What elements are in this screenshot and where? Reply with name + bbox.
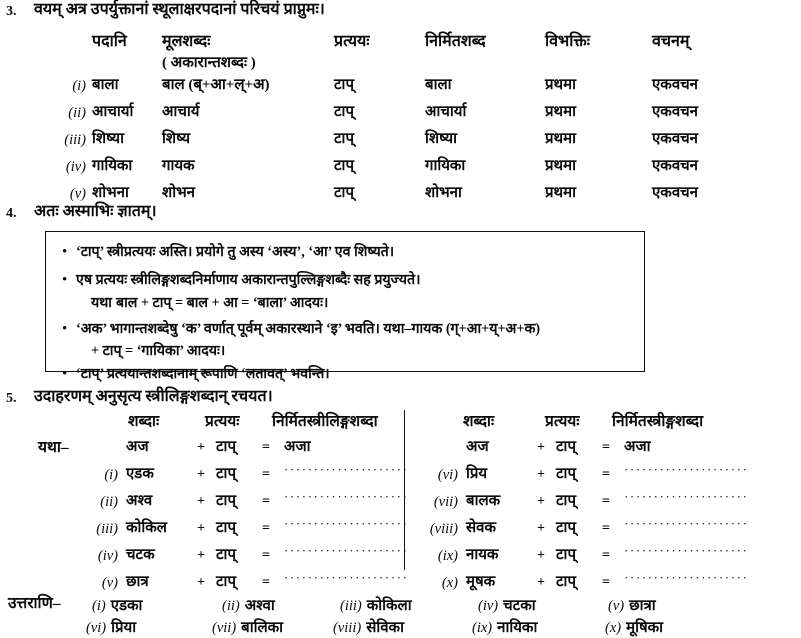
equals-sign: = — [602, 521, 610, 536]
cell-vachana: एकवचन — [652, 158, 699, 174]
exercise-pratyaya: टाप् — [216, 493, 236, 509]
cell-vachana: एकवचन — [652, 104, 699, 120]
row-numeral: (v) — [608, 598, 625, 614]
cell-vibhakti: प्रथमा — [545, 77, 576, 93]
info-bullet — [62, 271, 420, 289]
section-5-title: उदाहरणम् अनुसृत्य स्त्रीलिङ्गशब्दान् रचयत। — [34, 388, 273, 405]
exercise-header-left-pratyayah: प्रत्ययः — [205, 413, 240, 430]
cell-mulashabda: बाल (ब्+आ+ल्+अ) — [162, 77, 270, 93]
answer-word: नायिका — [497, 620, 538, 636]
cell-pratyaya: टाप् — [334, 131, 354, 147]
info-bullet-text: ‘टाप्’ स्त्रीप्रत्ययः अस्ति। प्रयोगे तु अस्य ‘अस्य’, ‘आ’ एव शिष्यते। — [76, 244, 395, 260]
row-numeral: (iv) — [97, 548, 118, 564]
yatha-label: यथा — [91, 295, 112, 311]
cell-nirmitashabda: शोभना — [425, 185, 462, 201]
section-5-number: 5. — [6, 391, 17, 406]
row-numeral: (vii) — [212, 620, 237, 636]
equals-sign: = — [262, 467, 270, 482]
cell-vachana: एकवचन — [652, 131, 699, 147]
section-4-number: 4. — [6, 206, 17, 221]
plus-sign: + — [197, 521, 205, 536]
exercise-header-right-shabdah: शब्दाः — [463, 413, 495, 430]
cell-pratyaya: टाप् — [334, 158, 354, 174]
cell-pratyaya: टाप् — [334, 185, 354, 201]
equals-sign: = — [602, 467, 610, 482]
answer-blank[interactable]: ····················· — [284, 516, 409, 531]
cell-mulashabda: शिष्य — [162, 131, 191, 147]
exercise-word: चटक — [126, 547, 155, 563]
equals-sign: = — [262, 494, 270, 509]
cell-mulashabda: आचार्य — [162, 104, 200, 120]
info-bullet — [62, 365, 330, 383]
equals-sign: = — [602, 575, 610, 590]
answer-word: मूषिका — [626, 620, 664, 636]
exercise-word: मूषक — [466, 574, 496, 590]
row-numeral: (v) — [101, 575, 118, 591]
cell-pratyaya: टाप् — [334, 77, 354, 93]
row-numeral: (ix) — [437, 548, 458, 564]
answer-item — [340, 597, 412, 615]
row-numeral: (i) — [72, 78, 86, 94]
cell-padani: शोभना — [92, 185, 129, 201]
answer-blank[interactable]: ····················· — [284, 462, 409, 477]
answer-word: चटका — [503, 598, 536, 614]
exercise-word: एडक — [126, 466, 154, 482]
cell-nirmitashabda: गायिका — [425, 158, 466, 174]
answer-blank[interactable]: ····················· — [284, 570, 409, 585]
answer-item — [212, 619, 283, 637]
exercise-header-left-shabdah: शब्दाः — [128, 413, 160, 430]
column-header-padani: पदानि — [92, 33, 127, 50]
section-3-number: 3. — [6, 4, 17, 19]
cell-vibhakti: प्रथमा — [545, 104, 576, 120]
answer-item — [472, 619, 537, 637]
cell-padani: आचार्या — [92, 104, 134, 120]
column-header-nirmitashabda: निर्मितशब्द — [425, 33, 486, 50]
answer-word: सेविका — [366, 620, 404, 636]
column-header-pratyayah: प्रत्ययः — [334, 33, 370, 50]
answer-blank[interactable]: ····················· — [624, 516, 749, 531]
bullet-dot-icon: • — [62, 271, 68, 288]
example-answer: अजा — [284, 439, 311, 455]
exercise-word: प्रिय — [466, 466, 488, 482]
answer-item — [605, 619, 663, 637]
row-numeral: (vi) — [86, 620, 107, 636]
answer-word: अश्वा — [244, 598, 275, 614]
exercise-pratyaya: टाप् — [216, 520, 236, 536]
exercise-header-right-pratyayah: प्रत्ययः — [545, 413, 580, 430]
row-numeral: (x) — [605, 620, 622, 636]
row-numeral: (vii) — [433, 494, 458, 510]
info-bullet-text: ‘टाप्’ प्रत्ययान्तशब्दानाम् रूपाणि ‘लतावत्’ भवन्ति। — [76, 366, 330, 382]
exercise-pratyaya: टाप् — [216, 574, 236, 590]
info-box — [45, 231, 645, 382]
cell-vachana: एकवचन — [652, 185, 699, 201]
equals-sign: = — [262, 521, 270, 536]
example-answer: अजा — [624, 439, 651, 455]
answer-word: छात्रा — [629, 598, 656, 614]
column-header-vibhaktih: विभक्तिः — [545, 33, 591, 50]
row-numeral: (i) — [104, 467, 118, 483]
answer-blank[interactable]: ····················· — [624, 489, 749, 504]
section-3-title: वयम् अत्र उपर्युक्तानां स्थूलाक्षरपदानां परिचयं प्राप्नुमः। — [34, 1, 325, 18]
bullet-dot-icon: • — [62, 320, 68, 337]
row-numeral: (iv) — [65, 159, 86, 175]
info-bullet — [62, 243, 394, 261]
row-numeral: (x) — [441, 575, 458, 591]
answer-blank[interactable]: ····················· — [624, 543, 749, 558]
column-header-mulashabdah: मूलशब्दः — [162, 33, 211, 50]
plus-sign: + — [537, 494, 545, 509]
answer-item — [222, 597, 275, 615]
row-numeral: (ix) — [472, 620, 493, 636]
exercise-pratyaya: टाप् — [556, 493, 576, 509]
exercise-word: छात्र — [126, 574, 149, 590]
exercise-pratyaya: टाप् — [556, 466, 576, 482]
answer-blank[interactable]: ····················· — [284, 543, 409, 558]
plus-sign: + — [197, 467, 205, 482]
exercise-word: सेवक — [466, 520, 497, 536]
row-numeral: (iii) — [96, 521, 118, 537]
cell-padani: गायिका — [92, 158, 133, 174]
row-numeral: (iii) — [64, 132, 86, 148]
example-pratyaya: टाप् — [556, 439, 576, 455]
plus-sign: + — [197, 494, 205, 509]
exercise-word: नायक — [466, 547, 499, 563]
column-header-mulashabdah-sub: ( अकारान्तशब्दः ) — [162, 55, 256, 71]
equals-sign: = — [602, 548, 610, 563]
answer-word: बालिका — [241, 620, 284, 636]
answer-item — [608, 597, 656, 615]
info-continuation — [91, 342, 225, 360]
cell-vibhakti: प्रथमा — [545, 158, 576, 174]
row-numeral: (iii) — [340, 598, 362, 614]
section-4-title: अतः अस्माभिः ज्ञातम्। — [34, 203, 157, 220]
row-numeral: (ii) — [222, 598, 240, 614]
row-numeral: (ii) — [100, 494, 118, 510]
answer-item — [478, 597, 536, 615]
cell-vibhakti: प्रथमा — [545, 185, 576, 201]
cell-vibhakti: प्रथमा — [545, 131, 576, 147]
exercise-pratyaya: टाप् — [216, 547, 236, 563]
exercise-pratyaya: टाप् — [216, 466, 236, 482]
equals-sign: = — [262, 440, 270, 455]
answer-word: प्रिया — [111, 620, 137, 636]
answer-blank[interactable]: ····················· — [284, 489, 409, 504]
plus-sign: + — [537, 440, 545, 455]
row-numeral: (iv) — [478, 598, 499, 614]
answer-item — [333, 619, 404, 637]
exercise-header-left-nirmita: निर्मितस्त्रीलिङ्गशब्दा — [272, 413, 378, 430]
info-continuation-text: बाल + टाप् = बाल + आ = ‘बाला’ आदयः। — [115, 295, 329, 311]
cell-nirmitashabda: आचार्या — [425, 104, 467, 120]
exercise-pratyaya: टाप् — [556, 547, 576, 563]
answer-word: कोकिला — [366, 598, 412, 614]
row-numeral: (v) — [69, 186, 86, 202]
equals-sign: = — [262, 548, 270, 563]
equals-sign: = — [262, 575, 270, 590]
cell-nirmitashabda: बाला — [425, 77, 452, 93]
info-bullet-text: ‘अक’ भागान्तशब्देषु ‘क’ वर्णात् पूर्वम् अकारस्थाने ‘इ’ भवति। यथा–गायक (ग्+आ+य्+अ+क) — [76, 321, 541, 337]
info-continuation-text: + टाप् = ‘गायिका’ आदयः। — [91, 343, 226, 359]
cell-pratyaya: टाप् — [334, 104, 354, 120]
exercise-word: बालक — [466, 493, 501, 509]
exercise-header-right-nirmita: निर्मितस्त्रीङ्गशब्दा — [612, 413, 704, 430]
info-bullet-text: एष प्रत्ययः स्त्रीलिङ्गशब्दनिर्माणाय अकारान्तपुल्लिङ्गशब्दैः सह प्रयुज्यते। — [76, 272, 421, 288]
plus-sign: + — [537, 548, 545, 563]
plus-sign: + — [197, 548, 205, 563]
plus-sign: + — [537, 467, 545, 482]
exercise-pratyaya: टाप् — [556, 520, 576, 536]
plus-sign: + — [197, 575, 205, 590]
answer-item — [86, 619, 136, 637]
row-numeral: (viii) — [429, 521, 458, 537]
row-numeral: (viii) — [333, 620, 362, 636]
row-numeral: (i) — [92, 598, 106, 614]
example-word: अज — [466, 439, 489, 455]
cell-padani: शिष्या — [92, 131, 124, 147]
cell-mulashabda: शोभन — [162, 185, 195, 201]
answers-label: उत्तराणि– — [8, 595, 61, 612]
bullet-dot-icon: • — [62, 243, 68, 260]
equals-sign: = — [602, 440, 610, 455]
example-pratyaya: टाप् — [216, 439, 236, 455]
row-numeral: (ii) — [68, 105, 86, 121]
example-word: अज — [126, 439, 149, 455]
plus-sign: + — [537, 521, 545, 536]
column-header-vachanam: वचनम् — [652, 33, 690, 50]
answer-blank[interactable]: ····················· — [624, 462, 749, 477]
bullet-dot-icon: • — [62, 365, 68, 382]
cell-padani: बाला — [92, 77, 119, 93]
yatha-label: यथा– — [38, 439, 69, 456]
cell-mulashabda: गायक — [162, 158, 195, 174]
plus-sign: + — [537, 575, 545, 590]
exercise-word: कोकिल — [126, 520, 167, 536]
answer-item — [92, 597, 142, 615]
equals-sign: = — [602, 494, 610, 509]
row-numeral: (vi) — [437, 467, 458, 483]
info-bullet — [62, 320, 540, 338]
exercise-word: अश्व — [126, 493, 153, 509]
exercise-pratyaya: टाप् — [556, 574, 576, 590]
answer-blank[interactable]: ····················· — [624, 570, 749, 585]
info-continuation — [91, 294, 328, 312]
cell-nirmitashabda: शिष्या — [425, 131, 457, 147]
plus-sign: + — [197, 440, 205, 455]
cell-vachana: एकवचन — [652, 77, 699, 93]
answer-word: एडका — [110, 598, 143, 614]
